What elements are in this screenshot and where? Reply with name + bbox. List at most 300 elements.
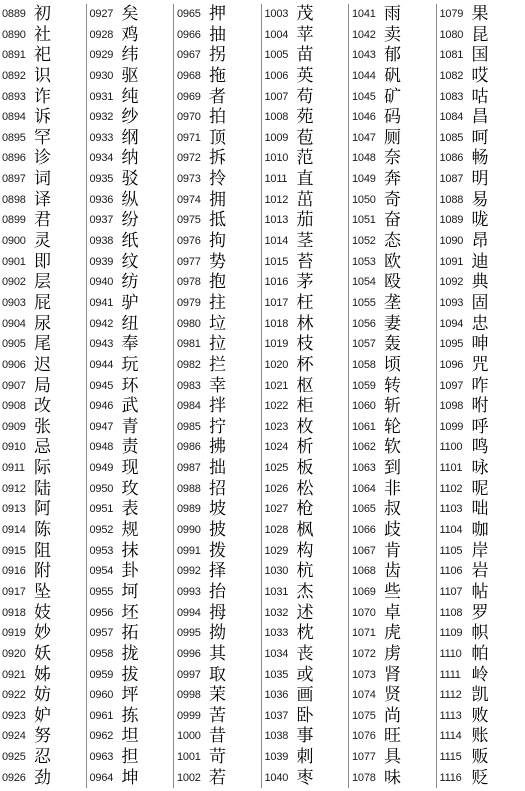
character-entry (440, 582, 524, 602)
entry-number: 0992 (177, 565, 201, 578)
entry-character: 坷 (121, 581, 139, 602)
character-entry (90, 726, 174, 746)
character-entry (2, 314, 86, 334)
entry-number: 1050 (352, 193, 376, 206)
entry-number: 1115 (439, 751, 462, 764)
entry-number: 1059 (352, 379, 376, 392)
character-entry (265, 210, 349, 230)
entry-number: 1083 (439, 90, 464, 103)
entry-number: 1006 (264, 69, 289, 82)
character-entry (440, 665, 524, 685)
entry-character: 枪 (296, 499, 314, 520)
entry-number: 1020 (264, 358, 289, 371)
character-entry (440, 190, 524, 210)
character-entry (177, 4, 261, 24)
entry-character: 柜 (296, 396, 314, 417)
entry-character: 卖 (384, 24, 401, 45)
character-entry (90, 66, 174, 86)
entry-number: 1106 (439, 565, 463, 578)
character-entry (2, 520, 86, 540)
character-entry (2, 603, 86, 623)
character-entry (265, 479, 349, 499)
entry-number: 1041 (352, 8, 376, 20)
entry-number: 0968 (177, 69, 201, 82)
entry-character: 纬 (121, 45, 139, 66)
entry-character: 齿 (384, 561, 401, 582)
entry-character: 拉 (209, 334, 226, 355)
character-entry (177, 169, 261, 189)
entry-number: 0960 (89, 689, 114, 702)
entry-character: 叔 (384, 499, 401, 520)
character-entry (2, 396, 86, 416)
character-entry (90, 190, 174, 210)
entry-character: 贤 (384, 685, 401, 706)
character-entry (2, 644, 86, 664)
character-entry (90, 45, 174, 65)
entry-number: 1097 (439, 379, 464, 392)
character-entry (177, 561, 261, 581)
entry-character: 坤 (121, 767, 139, 788)
character-entry (265, 128, 349, 148)
character-entry (90, 355, 174, 375)
entry-character: 拔 (121, 664, 139, 685)
entry-character: 矣 (121, 4, 139, 24)
entry-character: 岩 (471, 561, 489, 582)
entry-character: 忌 (34, 437, 51, 458)
entry-number: 1032 (264, 606, 289, 619)
entry-number: 1028 (264, 524, 289, 537)
entry-character: 纱 (121, 107, 139, 128)
character-entry (90, 128, 174, 148)
entry-character: 尚 (384, 705, 401, 726)
entry-character: 虏 (384, 643, 401, 664)
character-entry (177, 747, 261, 767)
entry-character: 忠 (471, 313, 489, 334)
entry-character: 苹 (296, 24, 314, 45)
character-entry (352, 768, 436, 788)
entry-character: 到 (384, 458, 401, 479)
entry-character: 转 (384, 375, 401, 396)
entry-number: 1067 (352, 544, 376, 557)
entry-character: 帕 (471, 643, 489, 664)
entry-number: 0961 (89, 709, 114, 722)
character-entry (352, 479, 436, 499)
character-entry (177, 499, 261, 519)
character-entry (90, 87, 174, 107)
entry-character: 苛 (209, 747, 226, 768)
entry-character: 妓 (34, 602, 51, 623)
entry-character: 迪 (471, 251, 489, 272)
entry-number: 0945 (89, 379, 114, 392)
character-entry (90, 499, 174, 519)
entry-number: 0894 (2, 111, 26, 124)
character-entry (90, 334, 174, 354)
character-entry (177, 706, 261, 726)
entry-number: 1025 (264, 462, 289, 475)
entry-character: 旺 (384, 726, 401, 747)
entry-number: 1001 (177, 751, 201, 764)
entry-character: 坠 (34, 581, 51, 602)
character-entry (90, 25, 174, 45)
entry-number: 1005 (264, 49, 289, 62)
character-entry (2, 417, 86, 437)
character-entry (177, 128, 261, 148)
entry-number: 1051 (352, 214, 376, 227)
character-entry (265, 747, 349, 767)
character-entry (2, 685, 86, 705)
entry-character: 鸡 (121, 24, 139, 45)
entry-number: 0953 (89, 544, 114, 557)
entry-number: 0946 (89, 400, 114, 413)
entry-number: 0932 (89, 111, 114, 124)
entry-character: 幸 (209, 375, 226, 396)
entry-character: 押 (209, 4, 226, 24)
entry-number: 0949 (89, 462, 114, 475)
character-entry (440, 252, 524, 272)
character-entry (265, 314, 349, 334)
character-entry (265, 4, 349, 24)
entry-number: 0921 (2, 668, 26, 681)
column-6 (436, 4, 524, 788)
entry-character: 纲 (121, 127, 139, 148)
character-entry (440, 128, 524, 148)
character-entry (2, 25, 86, 45)
character-entry (265, 293, 349, 313)
entry-character: 附 (34, 561, 51, 582)
entry-character: 玫 (121, 478, 139, 499)
entry-character: 拖 (209, 65, 226, 86)
character-entry (352, 396, 436, 416)
entry-number: 0950 (89, 482, 114, 495)
character-entry (352, 706, 436, 726)
entry-character: 纸 (121, 231, 139, 252)
entry-number: 0977 (177, 255, 201, 268)
entry-character: 拧 (209, 416, 226, 437)
entry-character: 表 (121, 499, 139, 520)
entry-character: 君 (34, 210, 51, 231)
entry-character: 咐 (471, 396, 489, 417)
entry-number: 1112 (439, 689, 462, 702)
character-entry (2, 252, 86, 272)
entry-character: 若 (209, 767, 226, 788)
character-entry (265, 582, 349, 602)
entry-character: 呵 (471, 127, 489, 148)
entry-number: 0891 (2, 49, 26, 62)
entry-number: 0916 (2, 565, 26, 578)
character-entry (265, 169, 349, 189)
entry-number: 1052 (352, 235, 376, 248)
character-entry (2, 334, 86, 354)
character-entry (177, 396, 261, 416)
character-entry (352, 726, 436, 746)
entry-character: 拆 (209, 148, 226, 169)
character-entry (265, 520, 349, 540)
entry-character: 轮 (384, 416, 401, 437)
entry-character: 诈 (34, 86, 51, 107)
entry-character: 纵 (121, 189, 139, 210)
entry-character: 些 (384, 581, 401, 602)
entry-number: 0934 (89, 152, 114, 165)
entry-character: 板 (296, 458, 314, 479)
character-entry (90, 665, 174, 685)
character-entry (177, 437, 261, 457)
entry-character: 败 (471, 705, 489, 726)
character-entry (352, 437, 436, 457)
character-entry (177, 66, 261, 86)
entry-number: 1081 (439, 49, 464, 62)
character-entry (2, 190, 86, 210)
entry-number: 0899 (2, 214, 26, 227)
entry-number: 0958 (89, 647, 114, 660)
entry-number: 0927 (89, 8, 114, 20)
entry-number: 1008 (264, 111, 289, 124)
entry-number: 1064 (352, 482, 376, 495)
entry-number: 0940 (89, 276, 114, 289)
entry-number: 0925 (2, 751, 26, 764)
character-entry (2, 561, 86, 581)
entry-character: 译 (34, 189, 51, 210)
character-entry (352, 148, 436, 168)
entry-number: 0919 (2, 627, 26, 640)
entry-number: 0969 (177, 90, 201, 103)
character-entry (177, 644, 261, 664)
entry-character: 贬 (471, 767, 489, 788)
entry-number: 1034 (264, 647, 289, 660)
character-entry (265, 376, 349, 396)
character-entry (265, 726, 349, 746)
character-entry (352, 272, 436, 292)
character-entry (352, 685, 436, 705)
entry-number: 0920 (2, 647, 26, 660)
entry-number: 1090 (439, 235, 464, 248)
entry-character: 社 (34, 24, 51, 45)
character-entry (352, 25, 436, 45)
entry-character: 坪 (121, 685, 139, 706)
character-entry (440, 272, 524, 292)
entry-number: 1015 (264, 255, 289, 268)
entry-character: 即 (34, 251, 51, 272)
column-2 (86, 4, 174, 788)
character-entry (265, 458, 349, 478)
entry-number: 1075 (352, 709, 376, 722)
character-entry (2, 107, 86, 127)
entry-character: 昌 (471, 107, 489, 128)
entry-character: 者 (209, 86, 226, 107)
entry-character: 畅 (471, 148, 489, 169)
character-entry (90, 417, 174, 437)
character-entry (440, 499, 524, 519)
entry-character: 松 (296, 478, 314, 499)
entry-number: 0974 (177, 193, 201, 206)
character-entry (440, 25, 524, 45)
entry-number: 1003 (264, 8, 289, 20)
entry-character: 帖 (471, 581, 489, 602)
entry-character: 昂 (471, 231, 489, 252)
entry-number: 0907 (2, 379, 26, 392)
character-entry (90, 396, 174, 416)
character-entry (177, 25, 261, 45)
character-entry (440, 376, 524, 396)
entry-character: 非 (384, 478, 401, 499)
character-entry (177, 87, 261, 107)
entry-number: 1058 (352, 358, 376, 371)
character-entry (265, 417, 349, 437)
entry-character: 茄 (296, 210, 314, 231)
character-entry (177, 768, 261, 788)
character-entry (177, 665, 261, 685)
entry-character: 抽 (209, 24, 226, 45)
entry-character: 茂 (296, 4, 314, 24)
character-entry (440, 706, 524, 726)
character-entry (352, 87, 436, 107)
entry-number: 1109 (439, 627, 463, 640)
entry-number: 0905 (2, 338, 26, 351)
entry-number: 1045 (352, 90, 376, 103)
entry-character: 武 (121, 396, 139, 417)
entry-number: 1038 (264, 730, 289, 743)
entry-character: 枫 (296, 520, 314, 541)
entry-character: 岭 (471, 664, 489, 685)
entry-character: 哎 (471, 65, 489, 86)
entry-number: 0996 (177, 647, 201, 660)
character-entry (265, 499, 349, 519)
character-entry (90, 582, 174, 602)
character-entry (352, 499, 436, 519)
character-entry (265, 603, 349, 623)
entry-number: 0895 (2, 131, 26, 144)
entry-character: 势 (209, 251, 226, 272)
character-entry (177, 231, 261, 251)
entry-number: 0933 (89, 131, 114, 144)
entry-number: 0957 (89, 627, 114, 640)
entry-number: 0904 (2, 317, 26, 330)
character-entry (90, 644, 174, 664)
entry-number: 0948 (89, 441, 114, 454)
character-entry (2, 355, 86, 375)
character-entry (177, 107, 261, 127)
entry-character: 迟 (34, 354, 51, 375)
character-entry (177, 582, 261, 602)
entry-character: 卧 (296, 705, 314, 726)
entry-character: 析 (296, 437, 314, 458)
entry-number: 1114 (439, 730, 462, 743)
entry-number: 1023 (264, 420, 289, 433)
entry-number: 0911 (2, 462, 25, 475)
character-index-table (2, 4, 523, 788)
character-entry (90, 376, 174, 396)
entry-number: 1102 (439, 482, 463, 495)
character-entry (90, 210, 174, 230)
entry-character: 事 (296, 726, 314, 747)
entry-number: 0981 (177, 338, 201, 351)
entry-number: 0964 (89, 771, 114, 784)
character-entry (265, 623, 349, 643)
character-entry (265, 437, 349, 457)
character-entry (440, 66, 524, 86)
character-entry (352, 334, 436, 354)
entry-number: 0938 (89, 235, 114, 248)
character-entry (352, 66, 436, 86)
entry-number: 1091 (439, 255, 464, 268)
entry-number: 1070 (352, 606, 376, 619)
entry-number: 1029 (264, 544, 289, 557)
column-4 (261, 4, 349, 788)
character-entry (440, 169, 524, 189)
entry-number: 1093 (439, 296, 464, 309)
entry-number: 0991 (177, 544, 201, 557)
entry-number: 0979 (177, 296, 201, 309)
character-entry (177, 252, 261, 272)
entry-character: 岸 (471, 540, 489, 561)
entry-number: 1103 (439, 503, 463, 516)
character-entry (177, 623, 261, 643)
entry-number: 0903 (2, 296, 26, 309)
entry-character: 现 (121, 458, 139, 479)
character-entry (352, 128, 436, 148)
entry-number: 1111 (439, 668, 461, 681)
entry-character: 纯 (121, 86, 139, 107)
entry-number: 1079 (439, 8, 464, 20)
entry-character: 拦 (209, 354, 226, 375)
entry-character: 厕 (384, 127, 401, 148)
character-entry (440, 479, 524, 499)
entry-number: 1094 (439, 317, 464, 330)
entry-character: 担 (121, 747, 139, 768)
character-entry (2, 726, 86, 746)
character-entry (2, 210, 86, 230)
character-entry (177, 314, 261, 334)
character-entry (177, 334, 261, 354)
entry-character: 披 (209, 520, 226, 541)
entry-character: 尾 (34, 334, 51, 355)
character-entry (90, 768, 174, 788)
entry-number: 0929 (89, 49, 114, 62)
entry-character: 纹 (121, 251, 139, 272)
entry-number: 1071 (352, 627, 376, 640)
entry-character: 矾 (384, 65, 401, 86)
entry-number: 0998 (177, 689, 201, 702)
character-entry (440, 458, 524, 478)
entry-number: 0999 (177, 709, 201, 722)
character-entry (352, 4, 436, 24)
character-entry (352, 417, 436, 437)
entry-number: 1010 (264, 152, 289, 165)
entry-number: 1089 (439, 214, 464, 227)
entry-number: 0889 (2, 8, 26, 20)
entry-number: 0983 (177, 379, 201, 392)
entry-character: 咏 (471, 458, 489, 479)
entry-character: 妒 (34, 705, 51, 726)
character-entry (265, 107, 349, 127)
entry-character: 拗 (209, 623, 226, 644)
entry-character: 垄 (384, 292, 401, 313)
entry-character: 画 (296, 685, 314, 706)
entry-character: 咕 (471, 86, 489, 107)
entry-number: 0955 (89, 585, 114, 598)
entry-character: 忍 (34, 747, 51, 768)
entry-character: 枉 (296, 292, 314, 313)
entry-character: 帜 (471, 623, 489, 644)
entry-character: 局 (34, 375, 51, 396)
entry-number: 1104 (439, 524, 463, 537)
character-entry (352, 458, 436, 478)
entry-character: 纺 (121, 272, 139, 293)
entry-character: 苦 (209, 705, 226, 726)
entry-character: 咙 (471, 210, 489, 231)
character-entry (265, 272, 349, 292)
entry-character: 鸣 (471, 437, 489, 458)
entry-number: 0995 (177, 627, 201, 640)
